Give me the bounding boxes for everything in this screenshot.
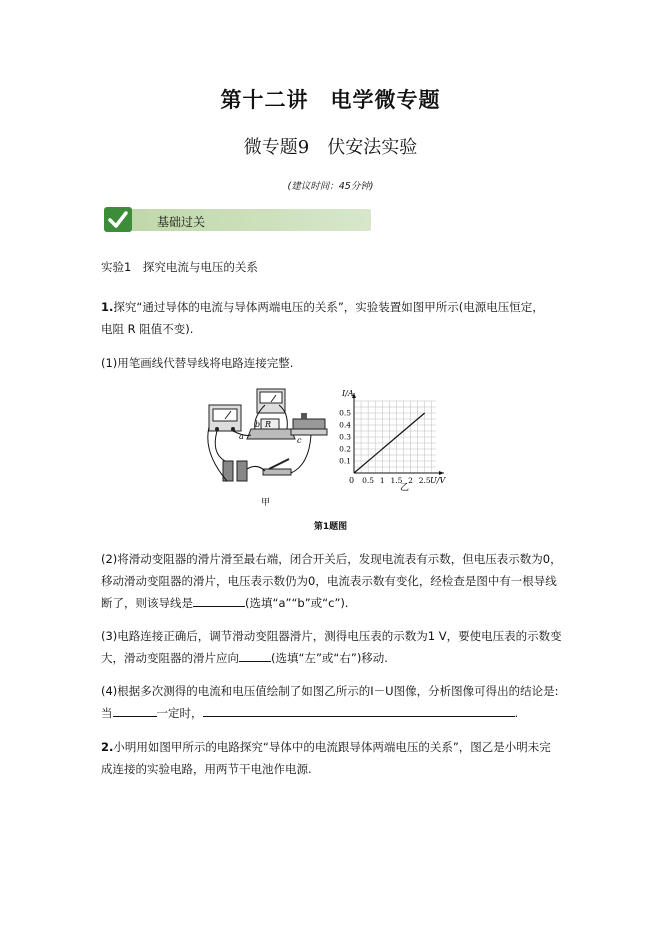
q1-part2 (101, 548, 571, 614)
q1-part1: (1)用笔画线代替导线将电路连接完整. (101, 356, 294, 370)
y-tick-label: 0.4 (339, 420, 351, 430)
circuit-diagram (205, 383, 335, 513)
x-axis-arrow (439, 471, 444, 475)
answer-blank-direction[interactable] (239, 647, 271, 662)
iu-chart (330, 383, 460, 491)
q1-part4-line1: (4)根据多次测得的电流和电压值绘制了如图乙所示的I－U图像，分析图像可得出的结论是: (101, 684, 559, 698)
x-tick-label: 2 (408, 476, 413, 485)
figure-left-label: 甲 (261, 498, 271, 508)
q1-stem-line1: 探究“通过导体的电流与导体两端电压的关系”，实验装置如图甲所示(电源电压恒定， (113, 300, 544, 314)
q1-part4 (101, 680, 571, 724)
q2-line2: 成连接的实验电路，用两节干电池作电源. (101, 762, 312, 776)
q1-part3-line1: (3)电路连接正确后，调节滑动变阻器滑片，测得电压表的示数为1 V，要使电压表的示数变 (101, 629, 562, 643)
label-R: R (265, 420, 272, 429)
battery-icon (223, 461, 247, 481)
q1-part3-line2a: 大，滑动变阻器的滑片应向 (101, 651, 239, 665)
q1-part2-line3b: (选填“a”“b”或“c”). (245, 596, 349, 610)
chart-ylabel: I/A (342, 389, 354, 398)
answer-blank-condition[interactable] (113, 702, 157, 717)
chart-xlabel: U/V (430, 476, 446, 485)
label-c: c (297, 436, 302, 445)
y-tick-label: 0.2 (339, 444, 351, 454)
label-b: b (255, 420, 261, 429)
time-note: (建议时间：45分钟) (287, 181, 374, 192)
switch-icon (263, 459, 291, 475)
label-a: a (239, 432, 244, 441)
y-tick-label: 0.5 (339, 408, 351, 418)
answer-blank-conclusion[interactable] (203, 702, 515, 717)
x-tick-label: 2.5 (418, 476, 431, 485)
page-title: 第十二讲 电学微专题 (220, 88, 441, 112)
question-1 (101, 296, 571, 340)
rheostat-icon (291, 413, 327, 435)
checkmark-icon (104, 207, 132, 232)
q1-part3-line2b: (选填“左”或“右”)移动. (271, 651, 388, 665)
ammeter-icon (209, 405, 241, 431)
figure-right-label: 乙 (400, 483, 410, 491)
y-tick-label: 0.3 (339, 432, 351, 442)
q1-part2-line2: 移动滑动变阻器的滑片，电压表示数仍为0，电流表示数有变化，经检查是图中有一根导线 (101, 574, 557, 588)
question-2 (101, 736, 571, 780)
y-tick-label: 0.1 (339, 456, 351, 466)
question-number: 1. (101, 300, 114, 314)
question-number: 2. (101, 740, 114, 754)
figure-caption: 第1题图 (313, 522, 348, 532)
q1-part4-line2c: . (514, 706, 519, 720)
chart-origin: 0 (349, 476, 355, 485)
q1-part2-line1: (2)将滑动变阻器的滑片滑至最右端，闭合开关后，发现电流表有示数，但电压表示数为0， (101, 552, 562, 566)
q1-part3 (101, 625, 571, 669)
x-tick-label: 1.5 (390, 476, 403, 485)
q1-stem-line2: 电阻 R 阻值不变). (101, 322, 194, 336)
section-banner (104, 209, 371, 231)
q1-part2-line3a: 断了，则该导线是 (101, 596, 193, 610)
x-tick-label: 1 (379, 476, 385, 485)
q2-line1: 小明用如图甲所示的电路探究“导体中的电流跟导体两端电压的关系”，图乙是小明未完 (113, 740, 551, 754)
experiment-heading: 实验1 探究电流与电压的关系 (101, 260, 258, 274)
page-subtitle: 微专题9 伏安法实验 (243, 137, 418, 158)
answer-blank-wire[interactable] (193, 592, 245, 607)
section-banner-label: 基础过关 (157, 215, 206, 229)
q1-part4-line2a: 当 (101, 706, 113, 720)
x-tick-label: 0.5 (362, 476, 375, 485)
q1-part4-line2b: 一定时， (156, 706, 203, 720)
